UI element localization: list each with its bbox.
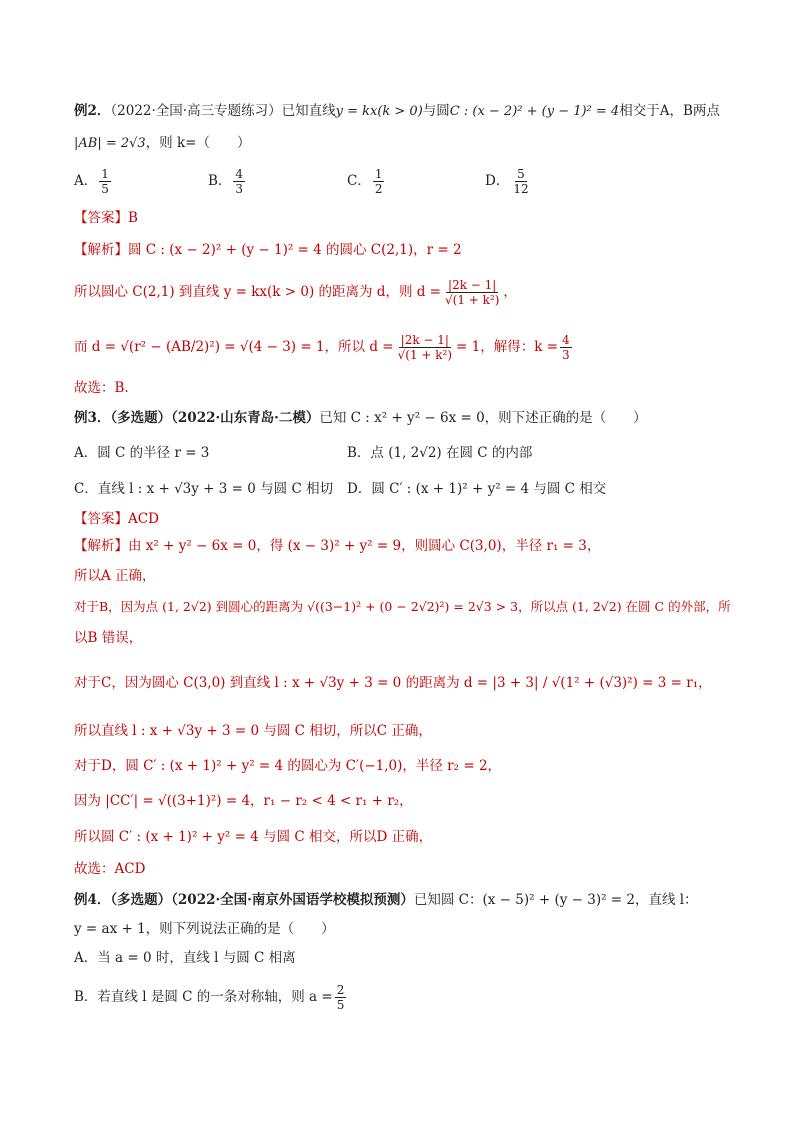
ex3-option-d: D．圆 C′ : (x + 1)² + y² = 4 与圆 C 相交	[347, 481, 607, 497]
ex2-circle-equation: C : (x − 2)² + (y − 1)² = 4	[449, 104, 620, 119]
ex2-source: （2022·全国·高三专题练习）	[110, 103, 282, 119]
ex3-analysis-line3: 对于B，因为点 (1, 2√2) 到圆心的距离为 √((3−1)² + (0 − 2√2)²) = 2√3 > 3，所以点 (1, 2√2) 在圆 C 的外部，所	[74, 599, 731, 614]
ex2-analysis-line1: 【解析】圆 C : (x − 2)² + (y − 1)² = 4 的圆心 C(2,1)，r = 2	[74, 242, 462, 258]
ex4-stem-a: 已知圆 C：(x − 5)² + (y − 3)² = 2，直线 l：	[413, 892, 698, 908]
ex3-analysis-line10: 故选：ACD	[74, 861, 146, 877]
ex4-stem-line1	[74, 890, 698, 910]
ex4-option-b: B．若直线 l 是圆 C 的一条对称轴，则 a = $\frac{2}{5}$	[74, 983, 345, 1012]
ex2-option-a: A． $\frac{1}{5}$	[74, 167, 109, 196]
ex3-label: 例3．	[74, 410, 111, 426]
ex2-option-c: C． $\frac{1}{2}$	[347, 167, 383, 196]
ex2-stem-line1	[74, 101, 720, 122]
ex2-conclusion: 故选：B.	[74, 380, 129, 396]
ex2-ab-equation: |AB| = 2√3	[74, 136, 146, 151]
ex3-analysis-line7: 对于D，圆 C′ : (x + 1)² + y² = 4 的圆心为 C′(−1,0)，半径 r₂ = 2，	[74, 758, 502, 774]
ex2-stem-a: 已知直线	[281, 103, 336, 119]
ex3-stem-text: 已知 C : x² + y² − 6x = 0，则下述正确的是（ ）	[319, 410, 647, 426]
ex4-source: （多选题）（2022·全国·南京外国语学校模拟预测）	[110, 892, 414, 908]
ex3-analysis-line6: 所以直线 l : x + √3y + 3 = 0 与圆 C 相切，所以C 正确，	[74, 723, 432, 739]
ex4-label: 例4．	[74, 892, 111, 908]
ex3-stem	[74, 408, 647, 428]
ex3-analysis-line2: 所以A 正确，	[74, 568, 156, 584]
ex2-option-b: B． $\frac{4}{3}$	[208, 167, 244, 196]
ex3-answer: 【答案】ACD	[74, 511, 159, 527]
ex2-label: 例2．	[74, 103, 111, 119]
ex3-analysis-line5: 对于C，因为圆心 C(3,0) 到直线 l : x + √3y + 3 = 0 的距离为 d = |3 + 3| / √(1² + (√3)²) = 3 = r₁，	[74, 675, 712, 691]
ex2-stem-c: 相交于A，B两点	[619, 103, 720, 119]
ex2-stem-d: ，则 k=（ ）	[145, 135, 251, 151]
ex3-option-c: C．直线 l : x + √3y + 3 = 0 与圆 C 相切	[74, 481, 334, 497]
ex2-answer: 【答案】B	[74, 210, 138, 226]
ex2-analysis-line2: 所以圆心 C(2,1) 到直线 y = kx(k > 0) 的距离为 d，则 d = $\frac{|2k - 1|}{\text{√(1 + k²)}}$ ，	[74, 278, 517, 307]
ex3-analysis-line8: 因为 |CC′| = √((3+1)²) = 4，r₁ − r₂ < 4 < r₁ + r₂，	[74, 793, 413, 809]
ex3-analysis-line4: 以B 错误，	[74, 630, 143, 646]
ex3-option-b: B．点 (1, 2√2) 在圆 C 的内部	[347, 445, 533, 461]
ex3-option-a: A．圆 C 的半径 r = 3	[74, 445, 210, 461]
ex4-stem-line2: y = ax + 1，则下列说法正确的是（ ）	[74, 921, 335, 937]
ex2-line-equation: y = kx(k > 0)	[335, 104, 423, 119]
ex4-option-a: A．当 a = 0 时，直线 l 与圆 C 相离	[74, 950, 296, 966]
ex2-analysis-line3: 而 d = √(r² − (AB/2)²) = √(4 − 3) = 1，所以 d = $\frac{|2k - 1|}{\text{√(1 + k²)}}$ = 1，解得：k = $\frac{4}{3}$	[74, 333, 570, 362]
ex3-source: （多选题）（2022·山东青岛·二模）	[110, 410, 320, 426]
ex2-stem-line2	[74, 133, 250, 154]
ex3-analysis-line9: 所以圆 C′ : (x + 1)² + y² = 4 与圆 C 相交，所以D 正确，	[74, 829, 433, 845]
ex3-analysis-line1: 【解析】由 x² + y² − 6x = 0，得 (x − 3)² + y² = 9，则圆心 C(3,0)，半径 r₁ = 3，	[74, 538, 601, 554]
ex2-option-d: D． $\frac{5}{12}$	[485, 167, 529, 196]
ex2-stem-b: 与圆	[422, 103, 450, 119]
